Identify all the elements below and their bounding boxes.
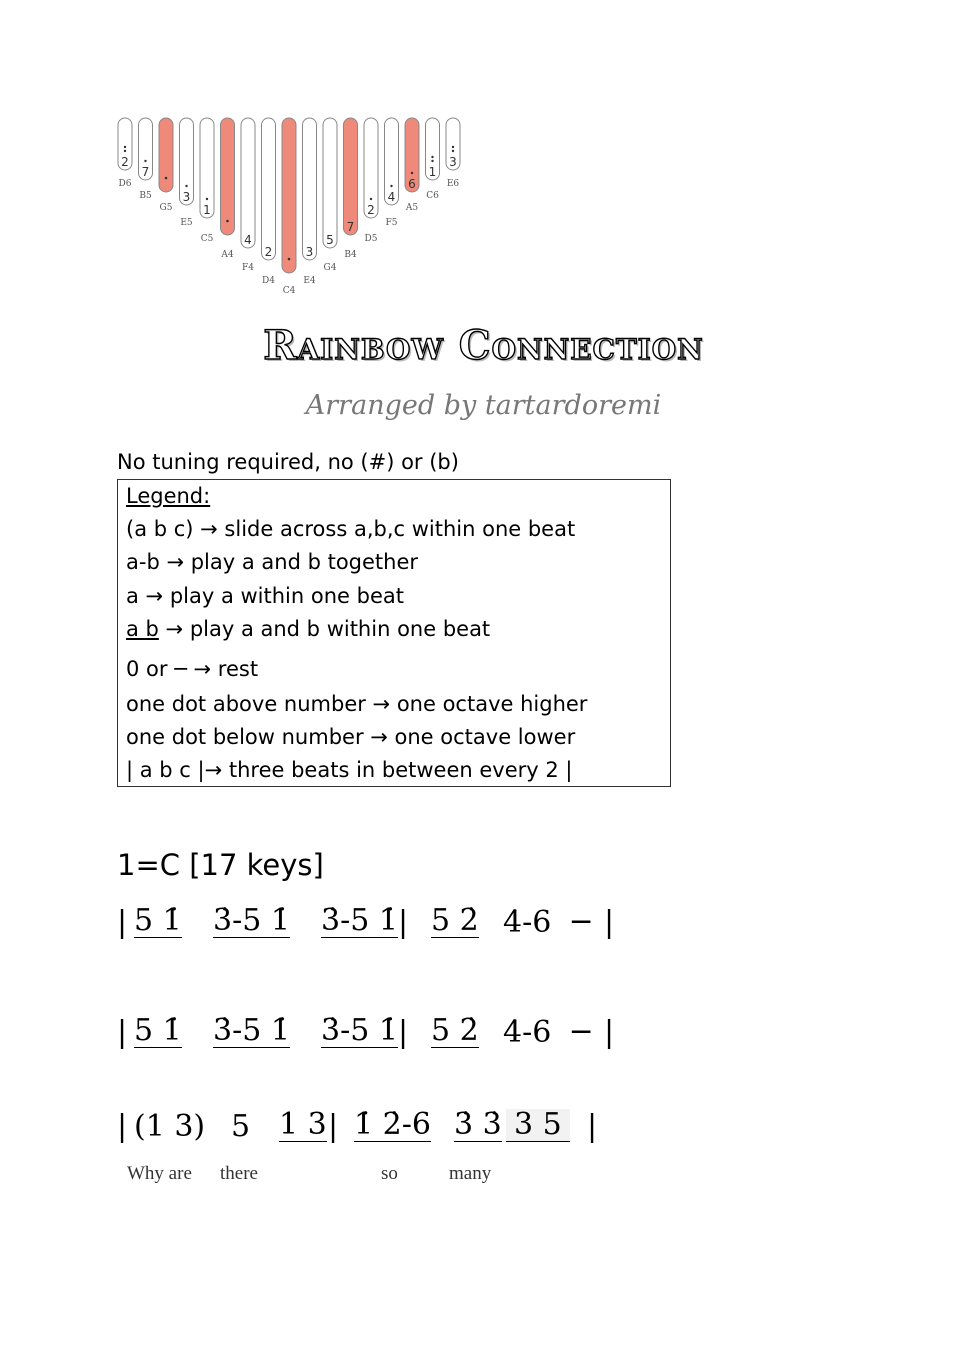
kalimba-key-number: 5: [326, 233, 334, 247]
note-group: 3 5: [506, 1109, 570, 1142]
note-group: 5 2̇: [431, 1013, 479, 1048]
lyric-word: Why are: [127, 1163, 192, 1184]
kalimba-key-label: A5: [405, 203, 419, 213]
note-group: 3̇-5 1̇: [321, 1013, 398, 1048]
kalimba-key: [159, 118, 173, 213]
octave-dot: [226, 220, 229, 223]
kalimba-key: [200, 118, 214, 244]
legend-together: a-b → play a and b together: [126, 550, 419, 574]
bar-line: |: [398, 1015, 409, 1050]
kalimba-key: [241, 118, 255, 273]
arranger-credit: Arranged by tartardoremi: [305, 390, 662, 421]
kalimba-key: [405, 118, 419, 213]
octave-dot: [370, 198, 372, 200]
kalimba-key-label: B5: [139, 191, 152, 201]
legend-box: [117, 479, 671, 787]
kalimba-key-number: 2: [367, 203, 375, 217]
octave-dot: [431, 160, 433, 162]
rest-dash: ─: [572, 1015, 591, 1050]
octave-dot: [411, 172, 413, 174]
legend-single-prefix: a: [126, 584, 139, 608]
note-group: 1̇ 2̇-6: [354, 1107, 431, 1142]
kalimba-key: [220, 118, 234, 260]
kalimba-key-number: 3: [182, 190, 191, 204]
lyric-word: so: [381, 1163, 398, 1184]
kalimba-tine: [303, 118, 317, 260]
kalimba-key-label: F5: [385, 218, 398, 228]
song-title: Rainbow Connection: [263, 322, 704, 369]
kalimba-key-number: 3: [449, 155, 457, 169]
bar-line: |: [604, 905, 615, 940]
octave-dot: [185, 185, 187, 187]
kalimba-tine: [282, 118, 296, 273]
octave-dot: [431, 156, 433, 158]
legend-rest: 0 or ─ → rest: [126, 657, 259, 681]
octave-dot: [144, 160, 146, 162]
kalimba-key-label: D4: [262, 276, 275, 286]
kalimba-tine: [241, 118, 255, 248]
kalimba-key-label: E5: [180, 218, 193, 228]
bar-line: |: [328, 1109, 339, 1144]
kalimba-tine: [262, 118, 276, 260]
kalimba-key-number: 4: [244, 233, 252, 247]
rest-dash: ─: [572, 905, 591, 940]
kalimba-key-number: 3: [305, 245, 314, 259]
note-group: 3̇-5 1̇: [213, 1013, 290, 1048]
tuning-note: No tuning required, no (#) or (b): [117, 450, 459, 474]
kalimba-key-label: G4: [323, 263, 337, 273]
kalimba-key: [446, 118, 460, 189]
note-group: 5 1̇: [134, 1013, 182, 1048]
octave-dot: [288, 258, 291, 261]
kalimba-tine: [323, 118, 337, 248]
octave-dot: [165, 177, 168, 180]
kalimba-key: [385, 118, 399, 228]
kalimba-key-label: E6: [446, 179, 460, 189]
note-group: 3̇-5 1̇: [213, 903, 290, 938]
note-group: 5 1̇: [134, 903, 182, 938]
kalimba-key-label: F4: [242, 263, 254, 273]
kalimba-key: [364, 118, 378, 244]
kalimba-key: [344, 118, 358, 260]
octave-dot: [124, 150, 126, 152]
kalimba-key-label: C4: [282, 286, 296, 296]
kalimba-key: [180, 118, 194, 228]
legend-pair-rest: → play a and b within one beat: [158, 617, 491, 641]
key-signature: 1=C [17 keys]: [117, 848, 324, 882]
kalimba-key-number: 6: [408, 177, 416, 191]
note-group: 1 3: [279, 1107, 327, 1142]
legend-lower: one dot below number → one octave lower: [126, 725, 576, 749]
kalimba-key-number: 4: [387, 190, 396, 204]
bar-line: |: [398, 905, 409, 940]
lyric-word: many: [449, 1163, 492, 1184]
kalimba-key-number: 1: [428, 165, 437, 179]
note-group: (1 3): [134, 1109, 206, 1144]
kalimba-key-number: 7: [141, 165, 150, 179]
kalimba-key-label: C6: [426, 191, 439, 201]
legend-single-rest: → play a within one beat: [138, 584, 404, 608]
legend-pair: [126, 617, 490, 641]
octave-dot: [124, 146, 126, 148]
lyric-word: there: [220, 1163, 258, 1184]
kalimba-key-label: E4: [303, 276, 316, 286]
kalimba-key: [282, 118, 296, 296]
bar-line: |: [604, 1015, 615, 1050]
note-group: 4̇-6: [503, 905, 552, 940]
octave-dot: [390, 185, 392, 187]
note-group: 3̇-5 1̇: [321, 903, 398, 938]
note-group: 5 2̇: [431, 903, 479, 938]
octave-dot: [206, 198, 208, 200]
legend-heading: Legend:: [126, 484, 211, 508]
bar-line: |: [117, 1015, 128, 1050]
legend-beats: | a b c |→ three beats in between every 2 |: [126, 758, 573, 782]
kalimba-key: [426, 118, 440, 201]
legend-pair-prefix: a b: [126, 617, 159, 641]
kalimba-key-label: G5: [159, 203, 173, 213]
note-group: 3̇ 3̇: [454, 1107, 502, 1142]
kalimba-tine: [221, 118, 235, 235]
kalimba-key: [323, 118, 337, 273]
kalimba-tine: [159, 118, 173, 192]
kalimba-key: [262, 118, 276, 286]
kalimba-key: [303, 118, 317, 286]
note-group: 5: [231, 1109, 251, 1144]
kalimba-key-label: C5: [200, 234, 214, 244]
kalimba-key: [139, 118, 153, 201]
bar-line: |: [117, 1109, 128, 1144]
kalimba-key: [118, 118, 132, 189]
kalimba-key-number: 2: [121, 155, 129, 169]
kalimba-key-label: D6: [118, 179, 132, 189]
kalimba-key-number: 1: [203, 203, 211, 217]
kalimba-key-label: A4: [221, 250, 234, 260]
kalimba-key-diagram: [115, 110, 485, 305]
kalimba-key-number: 7: [346, 220, 355, 234]
legend-single: [126, 584, 404, 608]
octave-dot: [452, 146, 454, 148]
kalimba-tine: [344, 118, 358, 235]
kalimba-key-label: B4: [344, 250, 357, 260]
legend-slide: (a b c) → slide across a,b,c within one beat: [126, 517, 576, 541]
octave-dot: [452, 150, 454, 152]
bar-line: |: [117, 905, 128, 940]
legend-higher: one dot above number → one octave higher: [126, 692, 588, 716]
kalimba-key-number: 2: [264, 245, 273, 259]
kalimba-key-label: D5: [364, 234, 378, 244]
note-group: 4̇-6: [503, 1015, 552, 1050]
bar-line: |: [587, 1109, 598, 1144]
